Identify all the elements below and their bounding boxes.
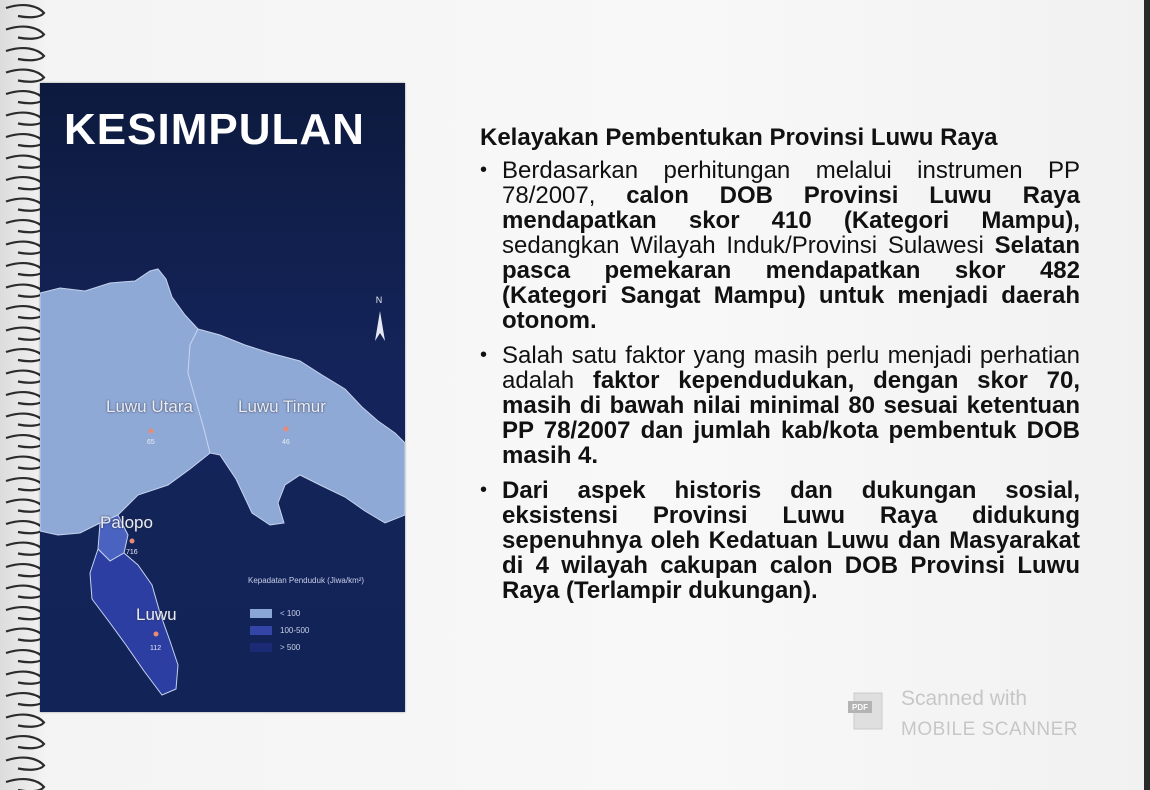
- bullet-item: [480, 158, 1080, 333]
- label-luwu-utara: Luwu Utara: [106, 397, 193, 416]
- binding-ring: [6, 758, 44, 770]
- binding-ring: [6, 779, 44, 790]
- binding-ring: [6, 177, 44, 189]
- binding-ring: [6, 693, 44, 705]
- binding-ring: [6, 263, 44, 275]
- label-luwu-timur: Luwu Timur: [238, 397, 326, 416]
- legend-title: Kepadatan Penduduk (Jiwa/km²): [248, 576, 365, 585]
- binding-ring: [6, 113, 44, 125]
- binding-ring: [6, 70, 44, 82]
- pdf-icon-label: PDF: [852, 703, 868, 712]
- binding-ring: [6, 650, 44, 662]
- binding-ring: [6, 736, 44, 748]
- binding-ring: [6, 328, 44, 340]
- bullet-item: [480, 478, 1080, 603]
- bullet-icon: •: [480, 344, 488, 366]
- binding-ring: [6, 285, 44, 297]
- legend-item: [250, 624, 309, 636]
- legend-label: 100-500: [280, 625, 310, 635]
- binding-ring: [6, 91, 44, 103]
- binding-ring: [6, 457, 44, 469]
- bullet-text: sedangkan Wilayah Induk/Provinsi Sulawesi: [502, 232, 995, 259]
- slide-title: KESIMPULAN: [64, 105, 365, 154]
- binding-ring: [6, 371, 44, 383]
- watermark-line1: Scanned with: [901, 687, 1028, 710]
- value-palopo: 716: [126, 549, 138, 556]
- binding-ring: [6, 435, 44, 447]
- legend-swatch: [250, 626, 272, 635]
- bullet-icon: •: [480, 159, 488, 181]
- compass-label: N: [375, 295, 383, 305]
- binding-ring: [6, 672, 44, 684]
- label-palopo: Palopo: [100, 513, 153, 532]
- binding-ring: [6, 242, 44, 254]
- legend-swatch: [250, 643, 272, 652]
- page-edge: [1144, 0, 1150, 790]
- watermark-line2: MOBILE SCANNER: [901, 719, 1078, 740]
- conclusion-text: [480, 124, 1080, 613]
- binding-ring: [6, 715, 44, 727]
- legend-item: [250, 641, 300, 653]
- scanner-watermark: [846, 685, 1096, 740]
- bullet-item: [480, 343, 1080, 468]
- bullet-icon: •: [480, 479, 488, 501]
- binding-ring: [6, 543, 44, 555]
- region-luwu-timur: [188, 329, 405, 525]
- north-arrow-icon: [375, 311, 385, 341]
- binding-ring: [6, 156, 44, 168]
- bullet-text: Salah satu faktor yang masih perlu menjadi perhatian adalah: [502, 342, 1080, 394]
- binding-ring: [6, 586, 44, 598]
- binding-ring: [6, 629, 44, 641]
- legend-item: [250, 607, 300, 619]
- legend-label: > 500: [280, 642, 301, 652]
- section-title: Kelayakan Pembentukan Provinsi Luwu Raya: [480, 124, 998, 151]
- binding-ring: [6, 48, 44, 60]
- binding-ring: [6, 607, 44, 619]
- value-luwu: 112: [150, 645, 162, 652]
- binding-ring: [6, 521, 44, 533]
- binding-ring: [6, 134, 44, 146]
- binding-ring: [6, 306, 44, 318]
- pdf-document-icon: [848, 691, 888, 731]
- legend-label: < 100: [280, 608, 301, 618]
- luwu-raya-map: [40, 83, 405, 712]
- binding-ring: [6, 414, 44, 426]
- binding-ring: [6, 27, 44, 39]
- value-luwu-timur: 46: [282, 439, 290, 446]
- map-slide: [40, 83, 405, 712]
- binding-ring: [6, 5, 44, 17]
- binding-ring: [6, 392, 44, 404]
- bullet-text: Berdasarkan perhitungan melalui instrumen PP 78/2007,: [502, 157, 1080, 209]
- bullet-bold-text: Selatan pasca pemekaran mendapatkan skor 482 (Kategori Sangat Mampu) untuk menjadi daerah otonom.: [502, 232, 1080, 334]
- bullet-bold-text: Dari aspek historis dan dukungan sosial, eksistensi Provinsi Luwu Raya didukung sepenuhnya oleh Kedatuan Luwu dan Masyarakat di 4 wilayah cakupan calon DOB Provinsi Luwu Raya (Terlampir dukungan).: [502, 477, 1080, 604]
- binding-ring: [6, 564, 44, 576]
- binding-ring: [6, 199, 44, 211]
- bullet-list: [480, 158, 1080, 603]
- binding-ring: [6, 220, 44, 232]
- legend-swatch: [250, 609, 272, 618]
- label-luwu: Luwu: [136, 605, 177, 624]
- bullet-bold-text: calon DOB Provinsi Luwu Raya mendapatkan skor 410 (Kategori Mampu),: [502, 182, 1080, 234]
- bullet-bold-text: faktor kependudukan, dengan skor 70, masih di bawah nilai minimal 80 sesuai ketentuan PP 78/2007 dan jumlah kab/kota pembentuk DOB masih 4.: [502, 367, 1080, 469]
- binding-ring: [6, 478, 44, 490]
- value-luwu-utara: 65: [147, 439, 155, 446]
- binding-ring: [6, 349, 44, 361]
- binding-ring: [6, 500, 44, 512]
